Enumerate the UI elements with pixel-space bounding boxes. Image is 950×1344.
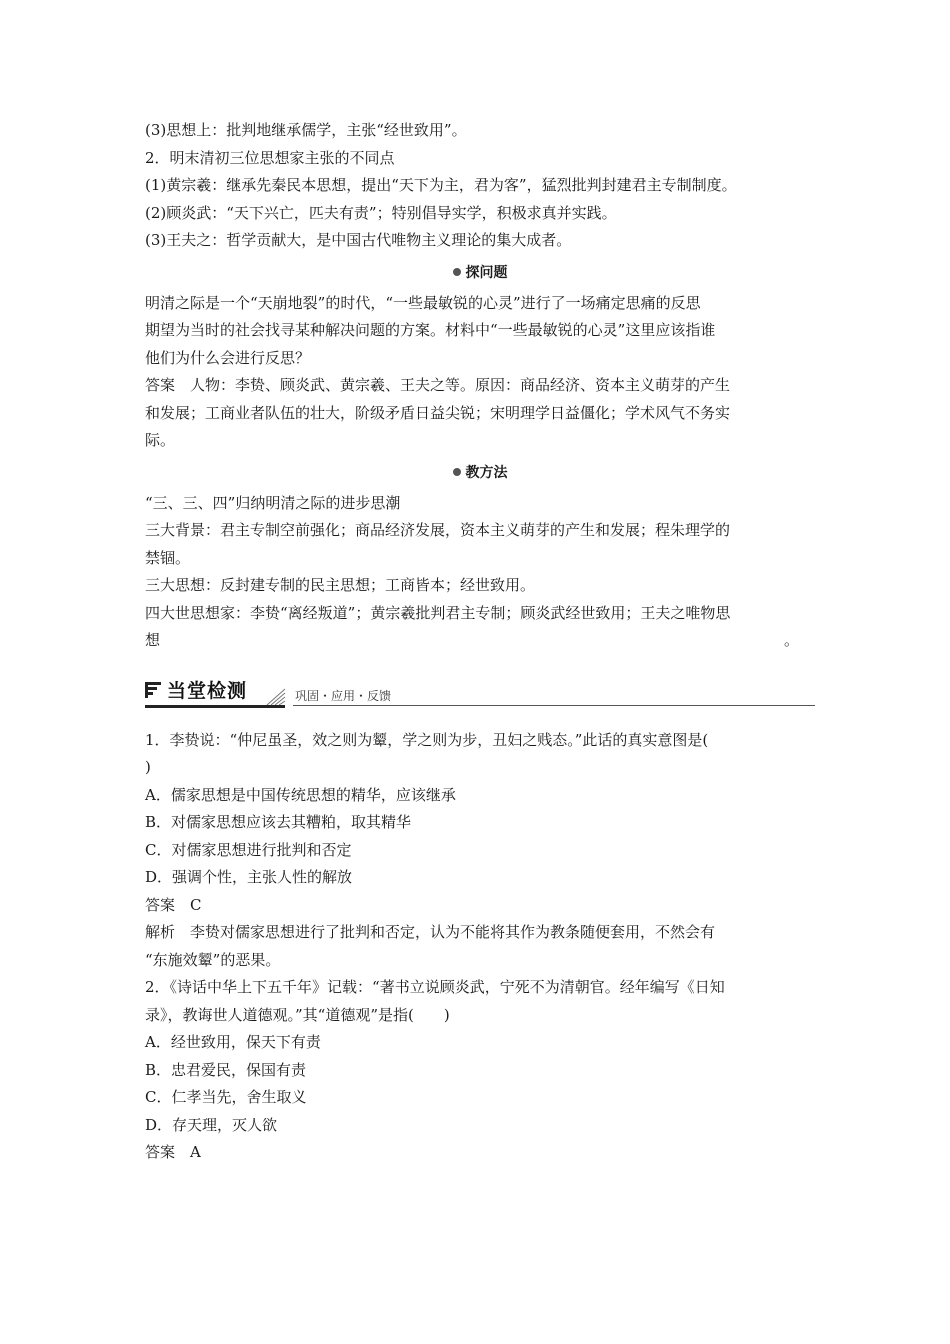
bullet-dot-icon <box>453 268 461 276</box>
option-line: B．对儒家思想应该去其糟粕，取其精华 <box>145 813 412 831</box>
text-line: (1)黄宗羲：继承先秦民本思想，提出“天下为主，君为客”，猛烈批判封建君主专制制度。 <box>145 176 737 194</box>
end-mark: 。 <box>783 631 799 649</box>
answer-line: 答案 A <box>145 1143 201 1161</box>
option-line: C．对儒家思想进行批判和否定 <box>145 840 352 859</box>
question-line: 2．《诗话中华上下五千年》记载：“著书立说顾炎武，宁死不为清朝官。经年编写《日知 <box>145 978 725 996</box>
method-section <box>145 490 815 655</box>
text-line: 禁锢。 <box>145 548 191 567</box>
explore-section <box>145 290 815 455</box>
section-heading-explore: 探问题 <box>145 260 815 287</box>
section-banner <box>145 667 815 717</box>
banner-rule-thin <box>293 705 815 706</box>
text-line <box>145 627 815 655</box>
answer-line: 和发展；工商业者队伍的壮大，阶级矛盾日益尖锐；宋明理学日益僵化；学术风气不务实 <box>145 403 731 422</box>
answer-line: 际。 <box>145 431 176 449</box>
text-line: (2)顾炎武：“天下兴亡，匹夫有责”；特别倡导实学，积极求真并实践。 <box>145 203 617 222</box>
questions-section <box>145 727 815 1167</box>
text-line: 期望为当时的社会找寻某种解决问题的方案。材料中“一些最敏锐的心灵”这里应该指谁 <box>145 321 716 339</box>
hatch-mark-icon <box>145 682 161 698</box>
text-line: 四大世思想家：李贽“离经叛道”；黄宗羲批判君主专制；顾炎武经世致用；王夫之唯物思 <box>145 603 731 622</box>
question-line: 1．李贽说：“仲尼虽圣，效之则为颦，学之则为步，丑妇之贱态。”此话的真实意图是( <box>145 730 709 749</box>
bullet-dot-icon <box>453 468 461 476</box>
option-line: C．仁孝当先，舍生取义 <box>145 1088 307 1106</box>
answer-line: 答案 C <box>145 895 202 914</box>
option-line: D．存天理，灭人欲 <box>145 1115 278 1134</box>
text-fragment: 想 <box>145 631 161 649</box>
banner-rule-thick <box>145 705 285 708</box>
question-line: 录》，教诲世人道德观。”其“道德观”是指( ) <box>145 1005 450 1024</box>
text-line: 明清之际是一个“天崩地裂”的时代，“一些最敏锐的心灵”进行了一场痛定思痛的反思 <box>145 293 701 312</box>
text-line: (3)王夫之：哲学贡献大，是中国古代唯物主义理论的集大成者。 <box>145 231 572 249</box>
slant-lines-icon <box>265 687 287 705</box>
top-points <box>145 117 815 255</box>
text-line: (3)思想上：批判地继承儒学，主张“经世致用”。 <box>145 121 467 139</box>
answer-line: 答案 人物：李贽、顾炎武、黄宗羲、王夫之等。原因：商品经济、资本主义萌芽的产生 <box>145 376 731 394</box>
banner-title: 当堂检测 <box>167 679 248 702</box>
option-line: D．强调个性，主张人性的解放 <box>145 868 353 886</box>
text-line: 2．明末清初三位思想家主张的不同点 <box>145 148 395 167</box>
text-line: “三、三、四”归纳明清之际的进步思潮 <box>145 493 401 512</box>
option-line: B．忠君爱民，保国有责 <box>145 1060 307 1079</box>
banner-subtitle: 巩固・应用・反馈 <box>295 688 392 703</box>
option-line: A．经世致用，保天下有责 <box>145 1033 321 1051</box>
question-line: ) <box>145 758 151 776</box>
text-line: 三大思想：反封建专制的民主思想；工商皆本；经世致用。 <box>145 576 536 594</box>
text-line: 他们为什么会进行反思？ <box>145 348 311 367</box>
analysis-line: 解析 李贽对儒家思想进行了批判和否定，认为不能将其作为教条随便套用，不然会有 <box>145 923 716 941</box>
section-heading-method: 教方法 <box>145 460 815 487</box>
analysis-line: “东施效颦”的恶果。 <box>145 950 281 969</box>
option-line: A．儒家思想是中国传统思想的精华，应该继承 <box>145 785 456 804</box>
document-page <box>145 117 815 1167</box>
text-line: 三大背景：君主专制空前强化；商品经济发展，资本主义萌芽的产生和发展；程朱理学的 <box>145 521 731 539</box>
